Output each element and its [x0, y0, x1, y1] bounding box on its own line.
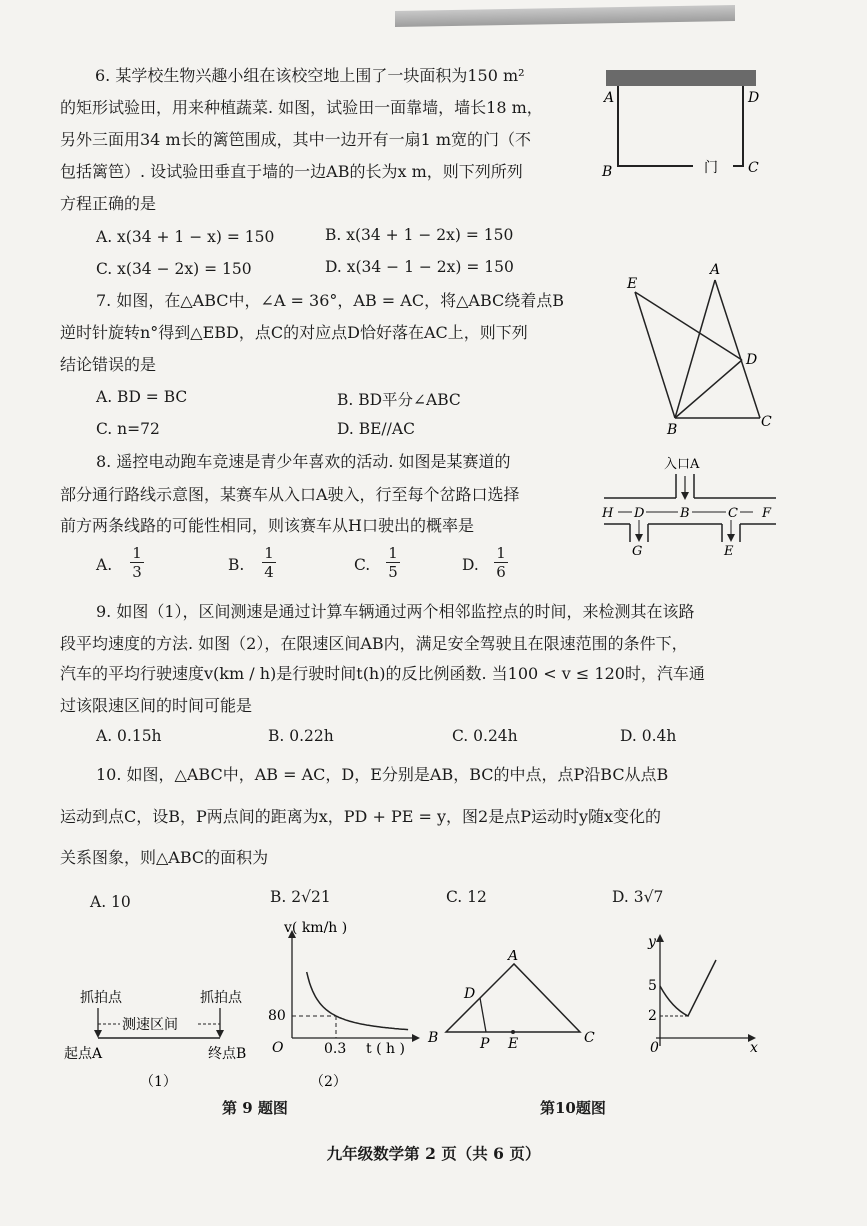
fig10-caption: 第10题图: [540, 1099, 606, 1117]
q10-line-2: 运动到点C，设B，P两点间的距离为x，PD + PE = y，图2是点P运动时y随x变化的: [60, 807, 662, 826]
q8-label-f: F: [762, 506, 772, 521]
q8-line-1: 8. 遥控电动跑车竞速是青少年喜欢的活动. 如图是某赛道的: [96, 452, 511, 471]
q6-option-c[interactable]: C. x(34 − 2x) = 150: [96, 260, 252, 278]
q9-line-4: 过该限速区间的时间可能是: [60, 696, 253, 715]
q9-line-2: 段平均速度的方法. 如图（2），在限速区间AB内，满足安全驾驶且在限速范围的条件下，: [60, 634, 688, 653]
q8-option-c-fraction: [386, 544, 400, 581]
q8-label-c: C: [728, 506, 738, 521]
q7-label-e: E: [627, 276, 638, 292]
q6-label-a: A: [604, 90, 615, 106]
fig10-label-b: B: [428, 1030, 439, 1046]
wall: [606, 70, 756, 86]
segment-be: [635, 292, 675, 418]
fig9-2-caption: （2）: [310, 1074, 347, 1090]
fig10-label-e: E: [508, 1036, 519, 1050]
route-g-arrowhead: [635, 534, 643, 542]
entry-arrowhead: [681, 492, 689, 500]
fig10-label-a: A: [508, 950, 519, 964]
left-camera-arrowhead: [94, 1030, 102, 1038]
q8-option-b-den: 4: [264, 563, 274, 581]
fig9-2-y-label: v( km/h ): [284, 920, 348, 936]
q7-label-c: C: [761, 414, 772, 430]
q7-option-a[interactable]: A. BD = BC: [96, 388, 188, 406]
segment-bd: [675, 360, 742, 418]
segment-dp: [480, 998, 486, 1032]
q8-option-c-den: 5: [388, 563, 398, 581]
q6-label-c: C: [748, 160, 759, 176]
q7-label-b: B: [667, 422, 678, 438]
q7-line-2: 逆时针旋转n°得到△EBD，点C的对应点D恰好落在AC上，则下列: [60, 323, 528, 342]
fence-left: [618, 86, 693, 166]
q7-line-1: 7. 如图，在△ABC中，∠A = 36°，AB = AC，将△ABC绕着点B: [96, 291, 565, 310]
fig9-caption: 第 9 题图: [222, 1099, 288, 1117]
q8-option-c-num: 1: [386, 544, 400, 563]
q6-option-b[interactable]: B. x(34 + 1 − 2x) = 150: [325, 226, 514, 244]
q8-option-d-den: 6: [496, 563, 506, 581]
q9-option-d[interactable]: D. 0.4h: [620, 727, 677, 745]
q6-option-d[interactable]: D. x(34 − 1 − 2x) = 150: [325, 258, 514, 276]
q8-line-3: 前方两条线路的可能性相同，则该赛车从H口驶出的概率是: [60, 516, 474, 535]
fig9-2-graph: [262, 920, 422, 1092]
fig10-graph-y-label: y: [648, 934, 656, 950]
right-camera-arrowhead: [216, 1030, 224, 1038]
fig9-2-y-tick: 80: [268, 1008, 286, 1024]
fig10-triangle: [422, 950, 607, 1050]
q7-line-3: 结论错误的是: [60, 355, 157, 374]
q10-option-b[interactable]: B. 2√21: [270, 888, 331, 906]
point-e: [511, 1030, 515, 1034]
q8-label-h: H: [602, 506, 614, 521]
q8-label-d: D: [634, 506, 645, 521]
q6-line-1: 6. 某学校生物兴趣小组在该校空地上围了一块面积为150 m²: [95, 66, 525, 85]
q9-option-b[interactable]: B. 0.22h: [268, 727, 334, 745]
fig9-1-caption: （1）: [140, 1074, 177, 1090]
x-axis-arrowhead: [412, 1034, 420, 1042]
q8-label-e: E: [724, 544, 734, 559]
fig10-graph-origin: 0: [650, 1040, 659, 1056]
q7-option-d[interactable]: D. BE//AC: [337, 420, 415, 438]
scan-shadow-bar: [395, 5, 735, 27]
q6-line-4: 包括篱笆）. 设试验田垂直于墙的一边AB的长为x m，则下列所列: [60, 162, 523, 181]
q9-option-a[interactable]: A. 0.15h: [96, 727, 162, 745]
fig10-graph-tick-2: 2: [648, 1008, 657, 1024]
fig9-1-zone-label: 测速区间: [122, 1017, 178, 1033]
q8-option-d-fraction: [494, 544, 508, 581]
q8-option-b-fraction: [262, 544, 276, 581]
q6-door-label: 门: [704, 160, 718, 176]
q10-option-c[interactable]: C. 12: [446, 888, 487, 906]
fig9-1-speed-zone: [60, 980, 270, 1090]
q8-option-d-label[interactable]: D.: [462, 556, 479, 574]
segment-ba: [675, 280, 715, 418]
q10-line-3: 关系图象，则△ABC的面积为: [60, 848, 269, 867]
fig10-label-c: C: [584, 1030, 595, 1046]
fig9-2-origin: O: [272, 1040, 284, 1056]
q9-option-c[interactable]: C. 0.24h: [452, 727, 518, 745]
q8-option-a-label[interactable]: A.: [96, 556, 113, 574]
fig10-label-d: D: [464, 986, 476, 1002]
y-axis-arrowhead: [656, 934, 664, 942]
fig10-graph-tick-5: 5: [648, 978, 657, 994]
fence-right: [733, 86, 743, 166]
q6-line-2: 的矩形试验田，用来种植蔬菜. 如图，试验田一面靠墙，墙长18 m，: [60, 98, 543, 117]
q8-option-b-num: 1: [262, 544, 276, 563]
q7-figure: [615, 258, 785, 438]
q7-option-c[interactable]: C. n=72: [96, 420, 160, 438]
segment-ed: [635, 292, 742, 360]
q8-option-a-fraction: [130, 544, 144, 581]
q6-line-5: 方程正确的是: [60, 194, 157, 213]
fig10-graph-x-label: x: [750, 1040, 758, 1056]
q9-line-1: 9. 如图（1），区间测速是通过计算车辆通过两个相邻监控点的时间，来检测其在该路: [96, 602, 695, 621]
q6-option-a[interactable]: A. x(34 + 1 − x) = 150: [96, 228, 275, 246]
q8-label-g: G: [632, 544, 643, 559]
q10-option-d[interactable]: D. 3√7: [612, 888, 664, 906]
q10-line-1: 10. 如图，△ABC中，AB = AC，D，E分别是AB，BC的中点，点P沿BC从点B: [96, 765, 669, 784]
q7-option-b[interactable]: B. BD平分∠ABC: [337, 391, 461, 409]
q10-option-a[interactable]: A. 10: [90, 893, 131, 911]
q6-label-d: D: [748, 90, 760, 106]
q6-figure: [598, 66, 773, 186]
q8-line-2: 部分通行路线示意图，某赛车从入口A驶入，行至每个岔路口选择: [60, 485, 520, 504]
q8-option-d-num: 1: [494, 544, 508, 563]
q7-label-d: D: [746, 352, 758, 368]
y-x-curve: [660, 960, 716, 1016]
fig9-1-left-camera-label: 抓拍点: [80, 990, 122, 1006]
fig10-graph: [636, 930, 766, 1060]
q8-entry-label: 入口A: [664, 457, 700, 472]
q6-line-3: 另外三面用34 m长的篱笆围成，其中一边开有一扇1 m宽的门（不: [60, 130, 532, 149]
inverse-curve: [307, 972, 408, 1030]
fig9-1-start-label: 起点A: [64, 1046, 103, 1062]
fig10-label-p: P: [480, 1036, 490, 1050]
fig9-2-x-label: t ( h ): [366, 1041, 405, 1057]
segment-ac: [715, 280, 760, 418]
q9-line-3: 汽车的平均行驶速度v(km / h)是行驶时间t(h)的反比例函数. 当100 < v ≤ 120时，汽车通: [60, 664, 705, 683]
q8-label-b: B: [680, 506, 690, 521]
q8-option-a-num: 1: [130, 544, 144, 563]
q7-label-a: A: [710, 262, 721, 278]
q8-option-b-label[interactable]: B.: [228, 556, 245, 574]
route-e-arrowhead: [727, 534, 735, 542]
page-footer: 九年级数学第 2 页（共 6 页）: [326, 1144, 541, 1163]
q8-option-c-label[interactable]: C.: [354, 556, 371, 574]
q8-option-a-den: 3: [132, 563, 142, 581]
fig9-1-end-label: 终点B: [208, 1046, 247, 1062]
q6-label-b: B: [602, 164, 613, 180]
fig9-1-right-camera-label: 抓拍点: [200, 990, 242, 1006]
fig9-2-x-tick: 0.3: [324, 1041, 347, 1057]
q8-figure: [598, 452, 783, 560]
